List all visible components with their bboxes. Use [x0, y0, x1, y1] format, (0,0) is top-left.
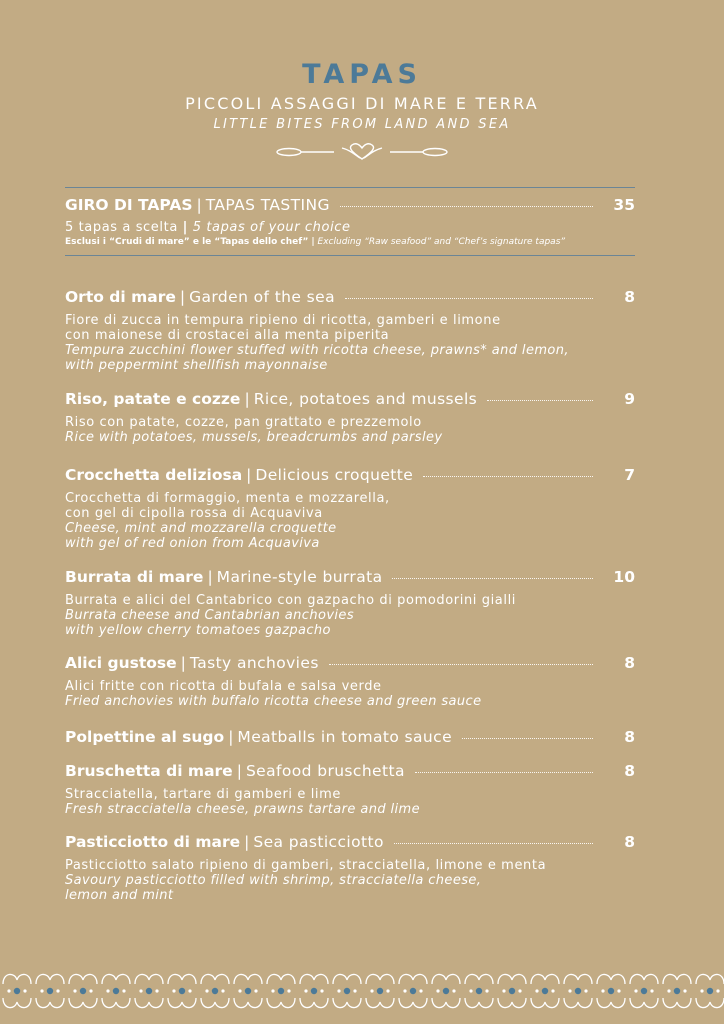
border-dot [80, 988, 86, 994]
description-italian: Fiore di zucca in tempura ripieno di ricotta, gamberi e limone [65, 313, 501, 328]
tasting-header [65, 196, 635, 220]
dotted-leader [340, 206, 593, 207]
border-dot-small [23, 989, 26, 992]
border-dot-small [716, 989, 719, 992]
border-dot [278, 988, 284, 994]
border-dot-small [172, 989, 175, 992]
dotted-leader [329, 664, 593, 665]
border-dot-small [584, 989, 587, 992]
dish-name-english: Tasty anchovies [189, 654, 319, 672]
menu-item [65, 728, 635, 753]
border-dot-small [205, 989, 208, 992]
tasting-name-english: TAPAS TASTING [205, 196, 330, 214]
border-dot [113, 988, 119, 994]
border-dot-small [485, 989, 488, 992]
page-title: TAPAS [302, 59, 422, 90]
menu-item-header [65, 728, 635, 752]
description-italian: con gel di cipolla rossa di Acquaviva [65, 506, 323, 521]
menu-header [0, 58, 724, 134]
menu-item-header [65, 654, 635, 678]
dish-name-italian: Crocchetta deliziosa [65, 466, 243, 484]
border-dot-small [419, 989, 422, 992]
separator: | [182, 220, 188, 235]
menu-item-header [65, 390, 635, 414]
subtitle-italian: PICCOLI ASSAGGI DI MARE E TERRA [185, 94, 539, 113]
dish-name-english: Seafood bruschetta [245, 762, 405, 780]
border-dot [641, 988, 647, 994]
description-english: lemon and mint [65, 888, 174, 903]
border-dot-small [238, 989, 241, 992]
border-dot-small [634, 989, 637, 992]
description-italian: Alici fritte con ricotta di bufala e salsa verde [65, 679, 382, 694]
border-dot-small [667, 989, 670, 992]
description-italian: Riso con patate, cozze, pan grattato e prezzemolo [65, 415, 422, 430]
dish-name-english: Rice, potatoes and mussels [253, 390, 478, 408]
dish-price: 10 [613, 568, 635, 586]
description-english: Fried anchovies with buffalo ricotta cheese and green sauce [65, 694, 482, 709]
divider-top [65, 187, 635, 188]
separator: | [244, 390, 250, 408]
decorative-border-pattern [0, 966, 724, 1016]
border-dot-small [700, 989, 703, 992]
description-english: Fresh stracciatella cheese, prawns tartare and lime [65, 802, 421, 817]
description-english: Rice with potatoes, mussels, breadcrumbs and parsley [65, 430, 443, 445]
description-italian: Pasticciotto salato ripieno di gamberi, stracciatella, limone e menta [65, 858, 547, 873]
choice-english: 5 tapas of your choice [192, 220, 351, 235]
menu-item-header [65, 288, 635, 312]
border-dot-small [89, 989, 92, 992]
border-dot-small [287, 989, 290, 992]
border-dot [311, 988, 317, 994]
dish-name-english: Delicious croquette [255, 466, 414, 484]
border-dot-small [650, 989, 653, 992]
border-dot [575, 988, 581, 994]
border-dot-small [452, 989, 455, 992]
border-dot-small [551, 989, 554, 992]
border-dot [443, 988, 449, 994]
dish-name-italian: Riso, patate e cozze [65, 390, 241, 408]
border-dot [542, 988, 548, 994]
dish-name-english: Sea pasticciotto [253, 833, 384, 851]
separator: | [246, 466, 252, 484]
description-english: Tempura zucchini flower stuffed with ricotta cheese, prawns* and lemon, [65, 343, 569, 358]
border-dot [344, 988, 350, 994]
border-dot-small [617, 989, 620, 992]
border-dot-small [56, 989, 59, 992]
separator: | [228, 728, 234, 746]
menu-item [65, 833, 635, 903]
border-dot [212, 988, 218, 994]
border-dot-small [40, 989, 43, 992]
dish-name-italian: Burrata di mare [65, 568, 204, 586]
border-dot-small [370, 989, 373, 992]
dish-name-italian: Polpettine al sugo [65, 728, 225, 746]
menu-item-header [65, 568, 635, 592]
dish-price: 8 [624, 288, 635, 306]
dish-price: 9 [624, 390, 635, 408]
border-dot-small [155, 989, 158, 992]
tasting-note [65, 235, 635, 249]
dotted-leader [394, 843, 593, 844]
dish-name-italian: Orto di mare [65, 288, 176, 306]
separator: | [244, 833, 250, 851]
tasting-choice [65, 220, 635, 235]
border-dot-small [535, 989, 538, 992]
subtitle-english: LITTLE BITES FROM LAND AND SEA [213, 117, 511, 132]
border-dot [146, 988, 152, 994]
border-dot-small [271, 989, 274, 992]
description-english: with yellow cherry tomatoes gazpacho [65, 623, 331, 638]
separator: | [196, 196, 202, 214]
description-english: with gel of red onion from Acquaviva [65, 536, 320, 551]
border-dot [14, 988, 20, 994]
border-dot-small [254, 989, 257, 992]
dotted-leader [392, 578, 593, 579]
menu-item-header [65, 466, 635, 490]
border-dot [245, 988, 251, 994]
menu-item [65, 466, 635, 551]
separator: | [180, 654, 186, 672]
border-dot-small [403, 989, 406, 992]
tasting-section [65, 196, 635, 249]
description-english: Savoury pasticciotto filled with shrimp, stracciatella cheese, [65, 873, 482, 888]
border-dot-small [188, 989, 191, 992]
border-dot [674, 988, 680, 994]
description-italian: Stracciatella, tartare di gamberi e lime [65, 787, 341, 802]
border-dot [47, 988, 53, 994]
dish-price: 8 [624, 762, 635, 780]
dish-price: 8 [624, 833, 635, 851]
border-dot-small [320, 989, 323, 992]
description-english: Cheese, mint and mozzarella croquette [65, 521, 337, 536]
border-dot-small [518, 989, 521, 992]
border-dot-small [386, 989, 389, 992]
border-dot [608, 988, 614, 994]
menu-item-header [65, 833, 635, 857]
note-english: Excluding “Raw seafood” and “Chef’s signature tapas” [317, 237, 566, 247]
dish-name-italian: Alici gustose [65, 654, 177, 672]
description-english: with peppermint shellfish mayonnaise [65, 358, 328, 373]
border-dot-small [7, 989, 10, 992]
dish-price: 7 [624, 466, 635, 484]
dish-name-english: Marine-style burrata [216, 568, 383, 586]
tasting-name-italian: GIRO DI TAPAS [65, 196, 193, 214]
menu-item-header [65, 762, 635, 786]
description-english: Burrata cheese and Cantabrian anchovies [65, 608, 354, 623]
menu-item [65, 568, 635, 638]
border-dot-small [106, 989, 109, 992]
menu-item [65, 288, 635, 373]
dish-price: 8 [624, 654, 635, 672]
border-dot-small [568, 989, 571, 992]
separator: | [311, 237, 315, 247]
dotted-leader [423, 476, 593, 477]
separator: | [236, 762, 242, 780]
border-dot-small [502, 989, 505, 992]
dish-price: 8 [624, 728, 635, 746]
description-italian: con maionese di crostacei alla menta piperita [65, 328, 390, 343]
dish-name-italian: Bruschetta di mare [65, 762, 233, 780]
border-dot [707, 988, 713, 994]
dotted-leader [487, 400, 593, 401]
border-dot-small [353, 989, 356, 992]
border-dot [377, 988, 383, 994]
description-italian: Crocchetta di formaggio, menta e mozzarella, [65, 491, 390, 506]
dotted-leader [415, 772, 593, 773]
border-dot [509, 988, 515, 994]
border-dot [179, 988, 185, 994]
border-dot-small [683, 989, 686, 992]
separator: | [207, 568, 213, 586]
choice-italian: 5 tapas a scelta [65, 220, 178, 235]
menu-item [65, 390, 635, 445]
border-dot-small [139, 989, 142, 992]
border-dot-small [304, 989, 307, 992]
border-dot-small [122, 989, 125, 992]
dish-name-italian: Pasticciotto di mare [65, 833, 241, 851]
border-dot-small [73, 989, 76, 992]
dotted-leader [462, 738, 593, 739]
border-dot-small [221, 989, 224, 992]
tasting-price: 35 [613, 196, 635, 214]
border-dot [410, 988, 416, 994]
border-dot-small [337, 989, 340, 992]
description-italian: Burrata e alici del Cantabrico con gazpacho di pomodorini gialli [65, 593, 517, 608]
divider-bottom [65, 255, 635, 256]
menu-item [65, 654, 635, 709]
menu-item [65, 762, 635, 817]
dish-name-english: Garden of the sea [189, 288, 335, 306]
border-dot [476, 988, 482, 994]
border-dot-small [469, 989, 472, 992]
border-dot-small [436, 989, 439, 992]
border-dot-small [601, 989, 604, 992]
dotted-leader [345, 298, 593, 299]
oars-heart-ornament-icon [272, 142, 452, 162]
separator: | [179, 288, 186, 306]
dish-name-english: Meatballs in tomato sauce [237, 728, 453, 746]
note-italian: Esclusi i “Crudi di mare” e le “Tapas dello chef” [65, 237, 309, 247]
